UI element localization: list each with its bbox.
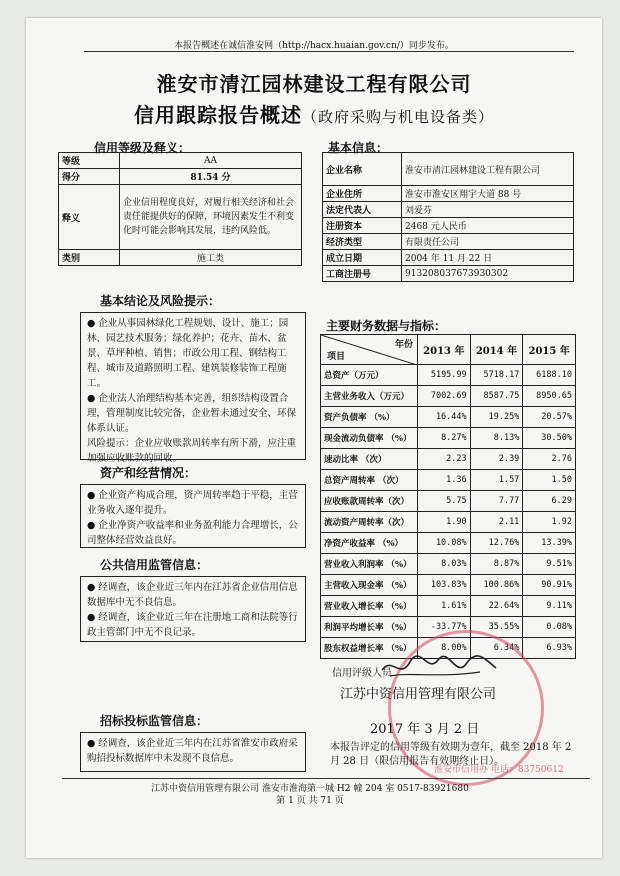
- basic-founded-value: 2004 年 11 月 22 日: [402, 250, 574, 266]
- bidding-box: [80, 732, 306, 772]
- finance-year-2013: 2013 年: [418, 335, 471, 365]
- finance-value: 5195.99: [418, 365, 471, 386]
- handwritten-signature: [380, 652, 500, 682]
- finance-table: [320, 334, 576, 659]
- top-note: 本报告概述在诚信淮安网（http://hacx.huaian.gov.cn/）同步发布。: [174, 41, 454, 51]
- basic-name-value: 淮安市清江园林建设工程有限公司: [402, 153, 574, 186]
- grade-level-value: AA: [120, 153, 302, 169]
- finance-row: [321, 470, 576, 491]
- finance-row: [321, 449, 576, 470]
- finance-row: [321, 512, 576, 533]
- finance-row-label: 净资产收益率 （%）: [321, 533, 418, 554]
- bidding-heading: 招标投标监管信息：: [100, 714, 209, 728]
- finance-value: 7002.69: [418, 386, 471, 407]
- finance-value: 8950.65: [523, 386, 576, 407]
- finance-corner-item: 项目: [327, 352, 346, 362]
- finance-value: 22.64%: [470, 596, 523, 617]
- basic-address-value: 淮安市淮安区翔宇大道 88 号: [402, 186, 574, 202]
- finance-value: 5.75: [418, 491, 471, 512]
- basic-reg-no-value: 913208037673930302: [402, 266, 574, 282]
- finance-row-label: 现金流动负债率 （%）: [321, 428, 418, 449]
- footer-contact: 江苏中资信用管理有限公司 淮安市淮海第一城 H2 幢 204 室 0517-83921680: [151, 784, 469, 794]
- finance-year-2015: 2015 年: [523, 335, 576, 365]
- conclusion-business-scope: ● 企业从事园林绿化工程规划、设计、施工；园林、园艺技术服务；绿化养护；花卉、苗木、盆景、草坪种植、销售；市政公用工程、钢结构工程、城市及道路照明工程、建筑装修装饰工程施工。: [87, 318, 289, 389]
- grade-table: [58, 152, 302, 266]
- finance-value: 2.11: [470, 512, 523, 533]
- signing-company: 江苏中资信用管理有限公司: [340, 687, 497, 702]
- basic-econ-type-label: 经济类型: [323, 234, 402, 250]
- finance-value: 6188.10: [523, 365, 576, 386]
- report-title-main: 信用跟踪报告概述: [133, 103, 302, 127]
- grade-score-label: 得分: [59, 169, 120, 185]
- finance-row: [321, 428, 576, 449]
- finance-value: 16.44%: [418, 407, 471, 428]
- report-title-sub: （政府采购与机电设备类）: [301, 108, 494, 126]
- report-title-company: 淮安市清江园林建设工程有限公司: [156, 72, 472, 96]
- finance-value: 1.57: [470, 470, 523, 491]
- finance-row-label: 营业收入利润率 （%）: [321, 554, 418, 575]
- finance-value: 1.50: [523, 470, 576, 491]
- finance-value: 8.00%: [418, 638, 471, 659]
- grade-level-label: 等级: [59, 153, 120, 169]
- basic-founded-label: 成立日期: [323, 250, 402, 266]
- finance-row-label: 流动资产周转率（次）: [321, 512, 418, 533]
- finance-value: 7.77: [470, 491, 523, 512]
- finance-row-label: 主营收入现金率 （%）: [321, 575, 418, 596]
- finance-value: 12.76%: [470, 533, 523, 554]
- finance-value: 0.08%: [523, 617, 576, 638]
- finance-row-label: 营业收入增长率 （%）: [321, 596, 418, 617]
- basic-info-table: [322, 152, 574, 282]
- assets-heading: 资产和经营情况：: [100, 466, 197, 480]
- public-credit-point-2: ● 经调查，该企业近三年在注册地工商和法院等行政主管部门中无不良记录。: [87, 612, 298, 638]
- finance-value: 9.51%: [523, 554, 576, 575]
- finance-row: [321, 407, 576, 428]
- public-credit-box: [80, 576, 306, 642]
- conclusion-box: [80, 312, 306, 464]
- finance-value: 35.55%: [470, 617, 523, 638]
- finance-row-label: 总资产周转率 （次）: [321, 470, 418, 491]
- conclusion-heading: 基本结论及风险提示：: [100, 294, 221, 308]
- assets-point-2: ● 企业净资产收益率和业务盈利能力合理增长，公司整体经营效益良好。: [87, 520, 298, 546]
- finance-value: 5718.17: [470, 365, 523, 386]
- assets-box: [80, 484, 306, 548]
- header-rule: [84, 51, 574, 52]
- finance-corner-cell: [321, 335, 418, 365]
- finance-row: [321, 365, 576, 386]
- stamp-text: 淮安市信用办 电话：83750612: [434, 765, 564, 775]
- finance-value: 6.93%: [523, 638, 576, 659]
- finance-row: [321, 575, 576, 596]
- basic-capital-label: 注册资本: [323, 218, 402, 234]
- finance-row: [321, 533, 576, 554]
- finance-value: 8.87%: [470, 554, 523, 575]
- finance-row: [321, 554, 576, 575]
- grade-heading: 信用等级及释义：: [94, 141, 191, 155]
- finance-value: 19.25%: [470, 407, 523, 428]
- finance-row: [321, 386, 576, 407]
- signing-date: 2017 年 3 月 2 日: [370, 722, 480, 737]
- grade-category-label: 类别: [59, 250, 120, 266]
- finance-value: 2.23: [418, 449, 471, 470]
- finance-value: 8.13%: [470, 428, 523, 449]
- grade-category-value: 施工类: [120, 250, 302, 266]
- finance-row-label: 主营业务收入（万元）: [321, 386, 418, 407]
- finance-value: 9.11%: [523, 596, 576, 617]
- finance-value: 6.29: [523, 491, 576, 512]
- finance-value: 1.61%: [418, 596, 471, 617]
- finance-value: 6.34%: [470, 638, 523, 659]
- finance-value: 90.91%: [523, 575, 576, 596]
- finance-value: 8.03%: [418, 554, 471, 575]
- basic-econ-type-value: 有限责任公司: [402, 234, 574, 250]
- finance-value: 1.90: [418, 512, 471, 533]
- validity-note: 本报告评定的信用等级有效期为壹年，截至 2018 年 2 月 28 日（限信用报告有效期终止日）。: [330, 742, 572, 767]
- finance-row-label: 资产负债率 （%）: [321, 407, 418, 428]
- finance-row: [321, 596, 576, 617]
- footer-rule: [62, 778, 590, 779]
- finance-row-label: 应收账款周转率（次）: [321, 491, 418, 512]
- finance-value: 8587.75: [470, 386, 523, 407]
- finance-row: [321, 491, 576, 512]
- report-title: [26, 99, 602, 128]
- finance-row-label: 股东权益增长率 （%）: [321, 638, 418, 659]
- basic-name-label: 企业名称: [323, 153, 402, 186]
- finance-value: 2.39: [470, 449, 523, 470]
- finance-year-2014: 2014 年: [470, 335, 523, 365]
- finance-value: 13.39%: [523, 533, 576, 554]
- finance-value: 8.27%: [418, 428, 471, 449]
- finance-value: 100.86%: [470, 575, 523, 596]
- page-number: 第 1 页 共 71 页: [276, 796, 344, 806]
- finance-value: -33.77%: [418, 617, 471, 638]
- grade-meaning-value: 企业信用程度良好，对履行相关经济和社会责任能提供好的保障，环境因素发生不利变化时可能会影响其发展，违约风险低。: [120, 185, 302, 250]
- conclusion-risk-note: 风险提示：企业应收账款周转率有所下滑，应注重加强应收账款的回收。: [87, 438, 297, 464]
- finance-value: 10.08%: [418, 533, 471, 554]
- finance-heading: 主要财务数据与指标：: [326, 319, 447, 333]
- conclusion-governance: ● 企业法人治理结构基本完善，组织结构设置合理，管理制度比较完备，企业暂未通过安全、环保体系认证。: [87, 393, 297, 434]
- grade-score-value: 81.54 分: [120, 169, 302, 185]
- finance-value: 103.83%: [418, 575, 471, 596]
- basic-capital-value: 2468 元人民币: [402, 218, 574, 234]
- basic-reg-no-label: 工商注册号: [323, 266, 402, 282]
- finance-row-label: 利润平均增长率 （%）: [321, 617, 418, 638]
- basic-address-label: 企业住所: [323, 186, 402, 202]
- finance-value: 1.36: [418, 470, 471, 491]
- basic-legal-rep-label: 法定代表人: [323, 202, 402, 218]
- public-credit-point-1: ● 经调查，该企业近三年内在江苏省企业信用信息数据库中无不良信息。: [87, 582, 298, 608]
- finance-value: 1.92: [523, 512, 576, 533]
- finance-corner-year: 年份: [394, 340, 413, 350]
- assets-point-1: ● 企业资产构成合理，资产周转率趋于平稳，主营业务收入逐年提升。: [87, 490, 298, 516]
- finance-rows: [321, 365, 576, 659]
- finance-value: 30.50%: [523, 428, 576, 449]
- basic-legal-rep-value: 刘爱芬: [402, 202, 574, 218]
- finance-value: 2.76: [523, 449, 576, 470]
- public-credit-heading: 公共信用监管信息：: [100, 558, 209, 572]
- finance-row-label: 速动比率 （次）: [321, 449, 418, 470]
- bidding-point-1: ● 经调查，该企业近三年内在江苏省淮安市政府采购招投标数据库中未发现不良信息。: [87, 738, 298, 764]
- finance-value: 20.57%: [523, 407, 576, 428]
- signature-label: 信用评级人员: [332, 668, 392, 679]
- grade-meaning-label: 释义: [59, 185, 120, 250]
- basic-heading: 基本信息：: [328, 141, 389, 155]
- finance-row-label: 总资产（万元）: [321, 365, 418, 386]
